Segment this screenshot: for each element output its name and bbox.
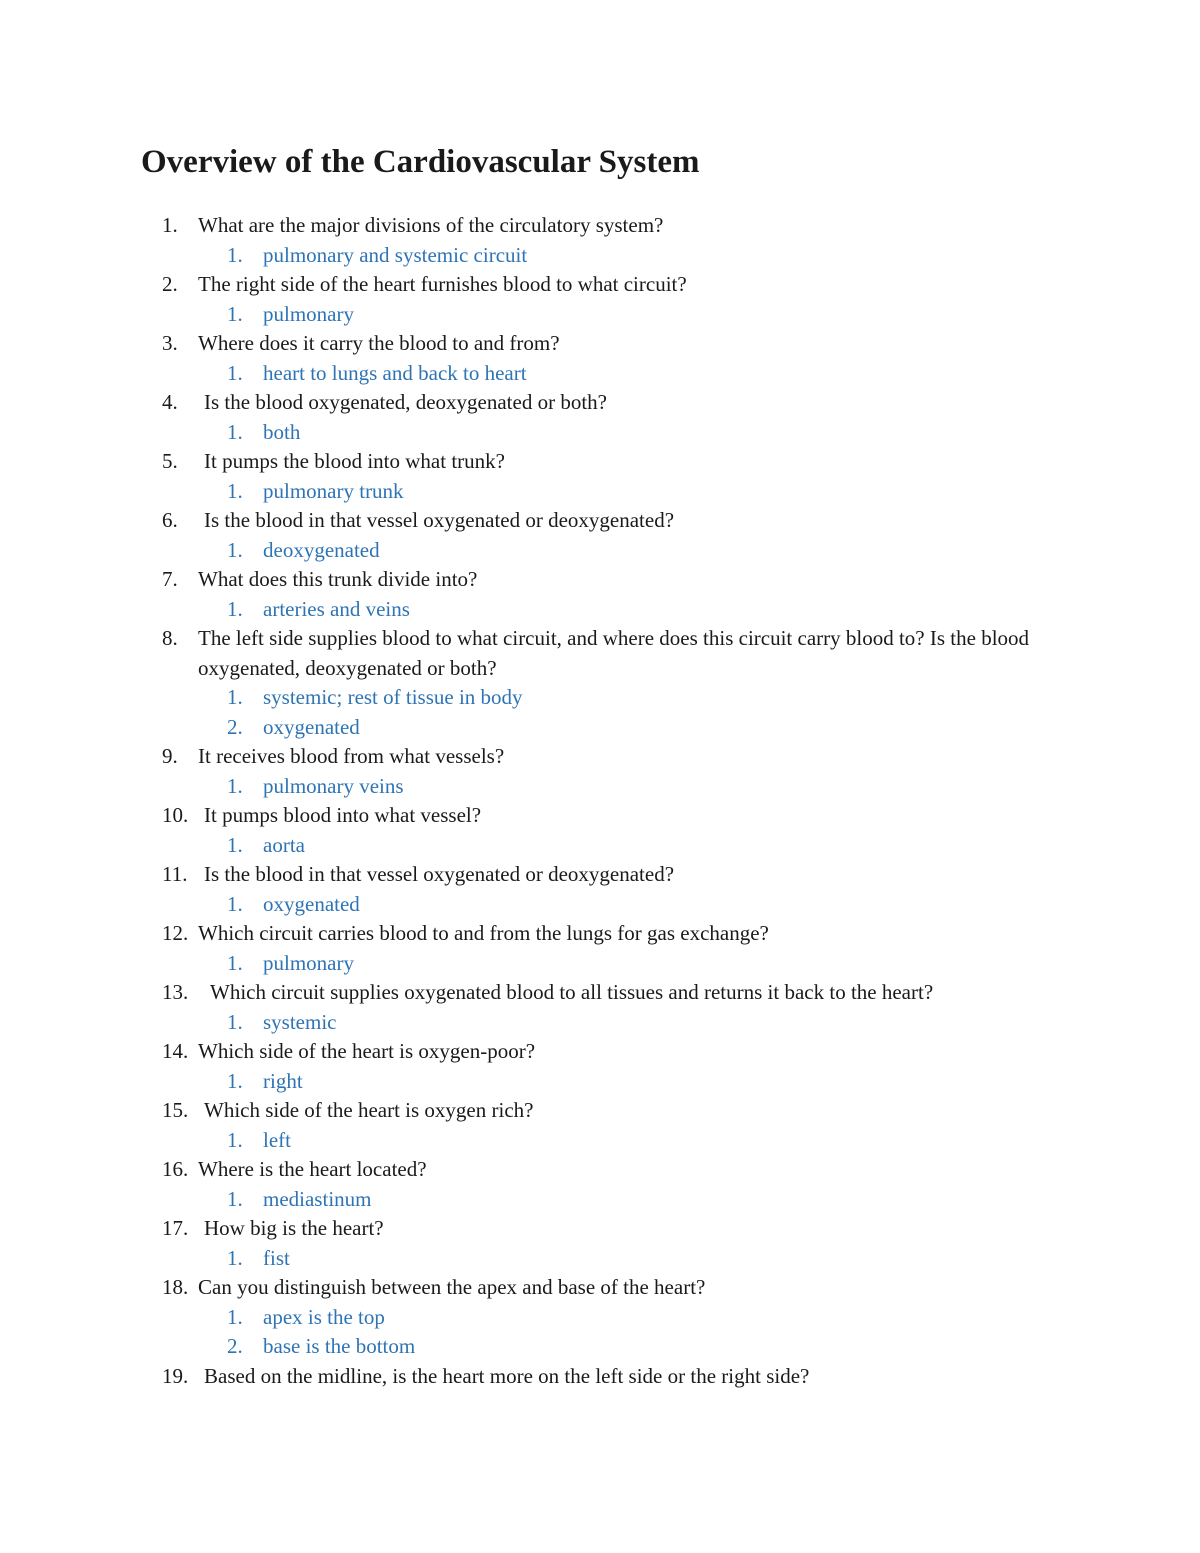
question-number: 9. <box>162 744 178 768</box>
answer-number: 1. <box>227 419 243 444</box>
answer-item <box>0 359 1200 389</box>
question-text: Is the blood in that vessel oxygenated or deoxygenated? <box>204 508 675 532</box>
question-text: It receives blood from what vessels? <box>198 744 505 768</box>
answer-item <box>0 683 1200 713</box>
answer-list <box>0 1185 1200 1215</box>
answer-item <box>0 1185 1200 1215</box>
question-line <box>0 978 1200 1008</box>
question-number: 11. <box>162 862 188 886</box>
answer-item <box>0 949 1200 979</box>
answer-text: oxygenated <box>263 891 360 916</box>
question-text: What are the major divisions of the circulatory system? <box>198 213 664 237</box>
answer-text: systemic <box>263 1009 337 1034</box>
question-number: 5. <box>162 449 178 473</box>
answer-number: 1. <box>227 360 243 385</box>
question-item <box>0 388 1200 447</box>
answer-text: pulmonary <box>263 301 354 326</box>
answer-list <box>0 1244 1200 1274</box>
answer-text: mediastinum <box>263 1186 372 1211</box>
question-line <box>0 1214 1200 1244</box>
answer-text: apex is the top <box>263 1304 385 1329</box>
answer-text: left <box>263 1127 291 1152</box>
question-item <box>0 801 1200 860</box>
answer-item <box>0 1332 1200 1362</box>
answer-number: 1. <box>227 685 243 709</box>
question-number: 3. <box>162 331 178 355</box>
question-line <box>0 506 1200 536</box>
question-line <box>0 1362 1200 1392</box>
answer-number: 1. <box>227 1304 243 1329</box>
question-line <box>0 1155 1200 1185</box>
question-text: Which circuit supplies oxygenated blood to all tissues and returns it back to the heart? <box>210 980 934 1004</box>
question-line <box>0 1273 1200 1303</box>
question-text: Which side of the heart is oxygen rich? <box>204 1098 534 1122</box>
question-item <box>0 565 1200 624</box>
question-number: 7. <box>162 567 178 591</box>
question-line <box>0 329 1200 359</box>
question-number: 15. <box>162 1098 189 1122</box>
answer-list <box>0 359 1200 389</box>
answer-number: 1. <box>227 1127 243 1152</box>
answer-list <box>0 1126 1200 1156</box>
question-item <box>0 1214 1200 1273</box>
question-text: What does this trunk divide into? <box>198 567 478 591</box>
question-line <box>0 211 1200 241</box>
answer-item <box>0 536 1200 566</box>
question-line <box>0 919 1200 949</box>
answer-item <box>0 713 1200 743</box>
question-line <box>0 1096 1200 1126</box>
question-line <box>0 270 1200 300</box>
question-list <box>0 211 1200 1391</box>
answer-list <box>0 683 1200 742</box>
answer-list <box>0 949 1200 979</box>
question-number: 18. <box>162 1275 189 1299</box>
answer-number: 1. <box>227 537 243 562</box>
question-text: How big is the heart? <box>204 1216 384 1240</box>
answer-number: 1. <box>227 596 243 621</box>
question-number: 16. <box>162 1157 189 1181</box>
answer-text: pulmonary and systemic circuit <box>263 242 528 267</box>
question-item <box>0 329 1200 388</box>
question-text: It pumps the blood into what trunk? <box>204 449 505 473</box>
answer-text: right <box>263 1068 303 1093</box>
answer-list <box>0 1067 1200 1097</box>
answer-number: 1. <box>227 832 243 857</box>
answer-list <box>0 595 1200 625</box>
answer-number: 1. <box>227 1245 243 1270</box>
question-text: It pumps blood into what vessel? <box>204 803 482 827</box>
question-item <box>0 1037 1200 1096</box>
answer-text: pulmonary veins <box>263 773 404 798</box>
answer-list <box>0 418 1200 448</box>
question-item <box>0 919 1200 978</box>
question-text: Can you distinguish between the apex and base of the heart? <box>198 1275 706 1299</box>
answer-item <box>0 1303 1200 1333</box>
answer-list <box>0 300 1200 330</box>
question-item <box>0 506 1200 565</box>
answer-number: 1. <box>227 301 243 326</box>
answer-number: 1. <box>227 950 243 975</box>
answer-text: both <box>263 419 301 444</box>
answer-text: heart to lungs and back to heart <box>263 360 527 385</box>
answer-item <box>0 831 1200 861</box>
question-text: Based on the midline, is the heart more on the left side or the right side? <box>204 1363 810 1388</box>
question-line <box>0 624 1200 683</box>
question-number: 13. <box>162 980 189 1004</box>
question-text: The right side of the heart furnishes blood to what circuit? <box>198 272 687 296</box>
question-number: 17. <box>162 1216 189 1240</box>
question-number: 4. <box>162 390 178 414</box>
question-item <box>0 447 1200 506</box>
answer-text: base is the bottom <box>263 1334 416 1358</box>
page-title: Overview of the Cardiovascular System <box>141 144 700 180</box>
answer-list <box>0 1008 1200 1038</box>
answer-item <box>0 241 1200 271</box>
answer-text: arteries and veins <box>263 596 410 621</box>
answer-number: 1. <box>227 1068 243 1093</box>
answer-item <box>0 772 1200 802</box>
answer-item <box>0 418 1200 448</box>
answer-list <box>0 477 1200 507</box>
question-item <box>0 1096 1200 1155</box>
answer-list <box>0 536 1200 566</box>
question-number: 8. <box>162 626 178 650</box>
question-number: 12. <box>162 921 189 945</box>
answer-text: pulmonary <box>263 950 354 975</box>
question-item <box>0 1362 1200 1392</box>
question-text: Is the blood in that vessel oxygenated or deoxygenated? <box>204 862 675 886</box>
answer-text: fist <box>263 1245 290 1270</box>
question-text: Which circuit carries blood to and from the lungs for gas exchange? <box>198 921 769 945</box>
question-number: 10. <box>162 803 189 827</box>
answer-text: systemic; rest of tissue in body <box>263 685 523 709</box>
answer-list <box>0 241 1200 271</box>
answer-list <box>0 890 1200 920</box>
answer-number: 1. <box>227 1009 243 1034</box>
answer-item <box>0 1244 1200 1274</box>
question-line <box>0 1037 1200 1067</box>
answer-item <box>0 1126 1200 1156</box>
question-item <box>0 1273 1200 1362</box>
question-item <box>0 742 1200 801</box>
answer-number: 1. <box>227 1186 243 1211</box>
question-line <box>0 565 1200 595</box>
question-text: Which side of the heart is oxygen-poor? <box>198 1039 536 1063</box>
question-text: Where is the heart located? <box>198 1157 427 1181</box>
answer-item <box>0 1067 1200 1097</box>
question-text: Where does it carry the blood to and from? <box>198 331 560 355</box>
question-line <box>0 742 1200 772</box>
question-text: Is the blood oxygenated, deoxygenated or both? <box>204 390 607 414</box>
answer-number: 2. <box>227 714 243 739</box>
question-item <box>0 860 1200 919</box>
answer-number: 1. <box>227 478 243 503</box>
answer-number: 2. <box>227 1334 243 1358</box>
question-number: 6. <box>162 508 178 532</box>
question-line <box>0 860 1200 890</box>
answer-number: 1. <box>227 242 243 267</box>
answer-text: oxygenated <box>263 714 360 739</box>
answer-item <box>0 890 1200 920</box>
question-item <box>0 211 1200 270</box>
answer-text: aorta <box>263 832 305 857</box>
answer-text: pulmonary trunk <box>263 478 404 503</box>
question-text: The left side supplies blood to what circuit, and where does this circuit carry blood to? Is the blood oxygenated, deoxygenated or both? <box>198 626 1030 680</box>
question-number: 14. <box>162 1039 189 1063</box>
question-line <box>0 801 1200 831</box>
question-item <box>0 1155 1200 1214</box>
question-number: 2. <box>162 272 178 296</box>
answer-item <box>0 1008 1200 1038</box>
question-number: 1. <box>162 213 178 237</box>
question-number: 19. <box>162 1363 189 1388</box>
question-item <box>0 624 1200 742</box>
question-item <box>0 978 1200 1037</box>
answer-item <box>0 595 1200 625</box>
answer-list <box>0 831 1200 861</box>
answer-list <box>0 1303 1200 1362</box>
answer-number: 1. <box>227 773 243 798</box>
answer-item <box>0 300 1200 330</box>
answer-list <box>0 772 1200 802</box>
question-line <box>0 447 1200 477</box>
answer-number: 1. <box>227 891 243 916</box>
question-item <box>0 270 1200 329</box>
answer-item <box>0 477 1200 507</box>
question-line <box>0 388 1200 418</box>
answer-text: deoxygenated <box>263 537 380 562</box>
